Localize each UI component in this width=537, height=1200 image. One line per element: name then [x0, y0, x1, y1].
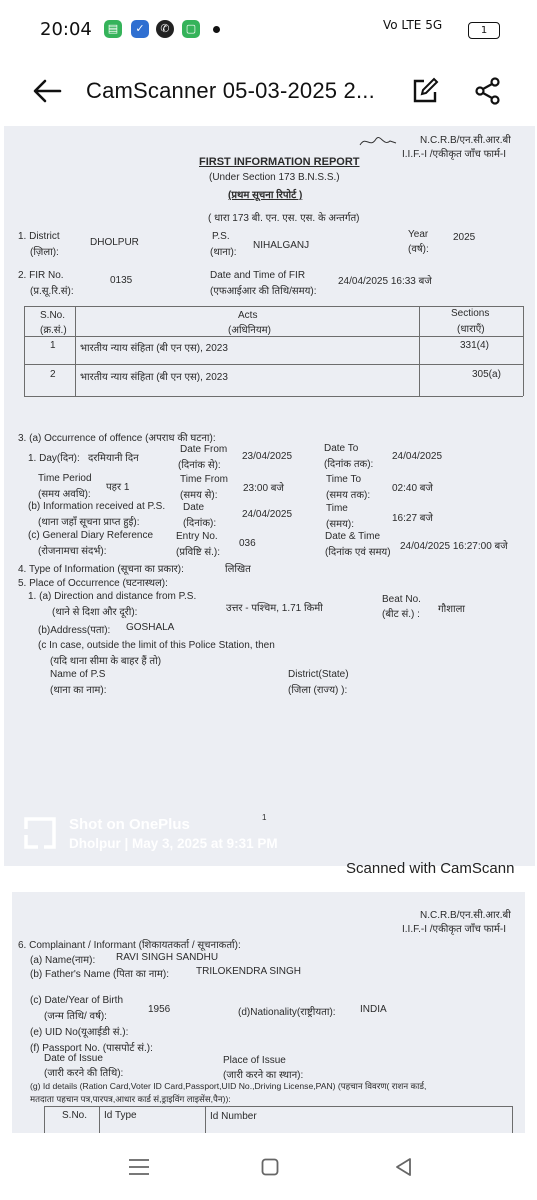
acts-row-2-act: भारतीय न्याय संहिता (बी एन एस), 2023 [80, 372, 228, 383]
district-state-label-hindi: (जिला (राज्य) ): [288, 685, 348, 696]
uid-label: (e) UID No(यूआईडी सं.): [30, 1027, 129, 1038]
whatsapp-notification-icon: ✆ [156, 20, 174, 38]
info-received-label: (b) Information received at P.S. [28, 501, 166, 512]
date-to-label-hindi: (दिनांक तक): [324, 459, 374, 470]
document-title: CamScanner 05-03-2025 2... [86, 78, 375, 103]
acts-row-2-sno: 2 [50, 369, 56, 380]
father-name-label: (b) Father's Name (पिता का नाम): [30, 969, 169, 980]
app-notification-icon: ✓ [131, 20, 149, 38]
complainant-heading: 6. Complainant / Informant (शिकायतकर्ता / सूचनाकर्ता): [18, 940, 241, 951]
time-to-value: 02:40 बजे [392, 483, 433, 494]
fir-date-label: Date and Time of FIR [210, 270, 306, 281]
entry-no-label-hindi: (प्रविष्टि सं.): [176, 547, 221, 558]
time-period-value: पहर 1 [106, 482, 130, 493]
gd-reference-label-hindi: (रोजनामचा संदर्भ): [38, 546, 107, 557]
page2-header-ncrb: N.C.R.B/एन.सी.आर.बी [420, 910, 511, 921]
beat-no-label: Beat No. [382, 594, 421, 605]
acts-header-acts-hindi: (अधिनियम) [228, 325, 271, 336]
year-value: 2025 [453, 232, 476, 243]
info-date-value: 24/04/2025 [242, 509, 293, 520]
gd-datetime-value: 24/04/2025 16:27:00 बजे [400, 541, 508, 552]
date-from-label-hindi: (दिनांक से): [178, 460, 221, 471]
address-value: GOSHALA [126, 622, 175, 633]
dob-value: 1956 [148, 1004, 171, 1015]
father-name-value: TRILOKENDRA SINGH [196, 966, 302, 977]
year-label: Year [408, 229, 429, 240]
id-details-label: (g) Id details (Ration Card,Voter ID Card,Passport,UID No.,Driving License,PAN) (पहचान विवरण( राशन कार्ड, [30, 1081, 427, 1091]
place-of-issue-label: Place of Issue [223, 1055, 286, 1066]
ps-label-hindi: (थाना): [210, 247, 237, 258]
oneplus-logo-icon [24, 817, 56, 849]
direction-label: 1. (a) Direction and distance from P.S. [28, 591, 197, 602]
time-from-label: Time From [180, 474, 228, 485]
ps-label: P.S. [212, 231, 230, 242]
year-label-hindi: (वर्ष): [408, 244, 429, 255]
battery-icon: 1 [468, 22, 500, 39]
acts-header-sno: S.No. [40, 310, 66, 321]
direction-value: उत्तर - पश्चिम, 1.71 किमी [226, 603, 323, 614]
fir-number-value: 0135 [110, 275, 133, 286]
fir-date-label-hindi: (एफआईआर की तिथि/समय): [210, 286, 317, 297]
id-table-header-type: Id Type [104, 1110, 137, 1121]
info-time-label: Time [326, 503, 348, 514]
info-received-label-hindi: (थाना जहाँ सूचना प्राप्त हुई): [38, 517, 140, 528]
place-heading: 5. Place of Occurrence (घटनास्थल): [18, 578, 168, 589]
time-to-label-hindi: (समय तक): [326, 490, 371, 501]
time-from-value: 23:00 बजे [243, 483, 284, 494]
direction-label-hindi: (थाने से दिशा और दूरी): [52, 607, 138, 618]
dob-label-hindi: (जन्म तिथि/ वर्ष): [44, 1011, 107, 1022]
beat-no-label-hindi: (बीट सं.) : [382, 609, 420, 620]
share-icon[interactable] [474, 77, 502, 105]
acts-header-sno-hindi: (क्र.सं.) [40, 325, 67, 336]
messages-notification-icon: ▤ [104, 20, 122, 38]
entry-no-label: Entry No. [176, 531, 218, 542]
place-of-issue-label-hindi: (जारी करने का स्थान): [223, 1070, 304, 1081]
info-type-value: लिखित [225, 564, 251, 575]
gd-reference-label: (c) General Diary Reference [28, 530, 154, 541]
nationality-value: INDIA [360, 1004, 387, 1015]
back-arrow-icon[interactable] [32, 78, 62, 104]
fir-date-value: 24/04/2025 16:33 बजे [338, 276, 432, 287]
page2-header-iif: I.I.F.-I /एकीकृत जाँच फार्म-I [402, 924, 507, 935]
acts-header-acts: Acts [238, 310, 258, 321]
passport-label: (f) Passport No. (पासपोर्ट सं.): [30, 1043, 153, 1054]
district-value: DHOLPUR [90, 237, 139, 248]
id-details-label-2: मतदाता पहचान पत्र,पारपत्र,आधार कार्ड सं,ड्राइविंग लाइसेंस,पैन)): [30, 1094, 231, 1104]
time-from-label-hindi: (समय से): [180, 490, 218, 501]
occurrence-heading: 3. (a) Occurrence of offence (अपराध की घटना): [18, 433, 216, 444]
info-date-label-hindi: (दिनांक): [183, 518, 217, 529]
nationality-label: (d)Nationality(राष्ट्रीयता): [238, 1007, 336, 1018]
info-time-value: 16:27 बजे [392, 513, 433, 524]
report-subtitle-hindi: ( धारा 173 बी. एन. एस. एस. के अन्तर्गत) [208, 213, 360, 224]
report-subtitle: (Under Section 173 B.N.S.S.) [209, 172, 340, 183]
header-ncrb: N.C.R.B/एन.सी.आर.बी [420, 135, 511, 146]
address-label: (b)Address(पता): [38, 625, 111, 636]
acts-row-1-section: 331(4) [460, 340, 489, 351]
acts-row-1-act: भारतीय न्याय संहिता (बी एन एस), 2023 [80, 343, 228, 354]
entry-no-value: 036 [239, 538, 256, 549]
district-state-label: District(State) [288, 669, 349, 680]
gd-datetime-label-hindi: (दिनांक एवं समय) [325, 547, 391, 558]
date-of-issue-label-hindi: (जारी करने की तिथि): [44, 1068, 124, 1079]
info-date-label: Date [183, 502, 205, 513]
id-table-header-sno: S.No. [62, 1110, 88, 1121]
fir-label-hindi: (प्र.सू.रि.सं): [30, 286, 74, 297]
id-table-header-number: Id Number [210, 1111, 257, 1122]
info-time-label-hindi: (समय): [326, 519, 354, 530]
camscanner-tag: Scanned with CamScann [346, 860, 515, 877]
status-time: 20:04 [40, 19, 92, 40]
outside-limit-label: (c In case, outside the limit of this Police Station, then [38, 640, 275, 651]
edit-icon[interactable] [411, 77, 439, 105]
time-to-label: Time To [326, 474, 362, 485]
outside-limit-label-hindi: (यदि थाना सीमा के बाहर हैं तो) [50, 656, 162, 667]
signature-mark [358, 133, 398, 151]
dob-label: (c) Date/Year of Birth [30, 995, 124, 1006]
day-value: दरमियानी दिन [88, 453, 139, 464]
complainant-name-label: (a) Name(नाम): [30, 955, 96, 966]
report-title: FIRST INFORMATION REPORT [199, 156, 360, 168]
page-number: 1 [262, 813, 267, 822]
district-label: 1. District [18, 231, 60, 242]
time-period-label-hindi: (समय अवधि): [38, 489, 91, 500]
more-notifications-dot-icon [213, 26, 220, 33]
name-ps-label: Name of P.S [50, 669, 106, 680]
ps-value: NIHALGANJ [253, 240, 310, 251]
date-from-label: Date From [180, 444, 228, 455]
fir-label: 2. FIR No. [18, 270, 64, 281]
info-type-label: 4. Type of Information (सूचना का प्रकार): [18, 564, 184, 575]
watermark-shot-on: Shot on OnePlus [69, 816, 190, 833]
date-to-label: Date To [324, 443, 359, 454]
header-iif: I.I.F.-I /एकीकृत जाँच फार्म-I [402, 149, 507, 160]
acts-row-2-section: 305(a) [472, 369, 501, 380]
date-to-value: 24/04/2025 [392, 451, 443, 462]
acts-header-sections-hindi: (धाराएँ) [457, 324, 485, 335]
complainant-name-value: RAVI SINGH SANDHU [116, 952, 219, 963]
report-title-hindi: (प्रथम सूचना रिपोर्ट ) [228, 190, 303, 201]
acts-header-sections: Sections [451, 308, 490, 319]
acts-row-1-sno: 1 [50, 340, 56, 351]
home-icon[interactable] [261, 1158, 279, 1176]
back-nav-icon[interactable] [394, 1157, 412, 1177]
district-label-hindi: (ज़िला): [30, 247, 59, 258]
recent-apps-icon[interactable] [128, 1157, 150, 1177]
time-period-label: Time Period [38, 473, 92, 484]
gd-datetime-label: Date & Time [325, 531, 381, 542]
beat-no-value: गौशाला [438, 604, 465, 615]
day-label: 1. Day(दिन): [28, 453, 80, 464]
watermark-location-date: Dholpur | May 3, 2025 at 9:31 PM [69, 836, 278, 851]
app-notification-icon-2: ▢ [182, 20, 200, 38]
date-from-value: 23/04/2025 [242, 451, 293, 462]
date-of-issue-label: Date of Issue [44, 1053, 103, 1064]
signal-icons: Vo LTE 5G [383, 18, 443, 32]
name-ps-label-hindi: (थाना का नाम): [50, 685, 107, 696]
